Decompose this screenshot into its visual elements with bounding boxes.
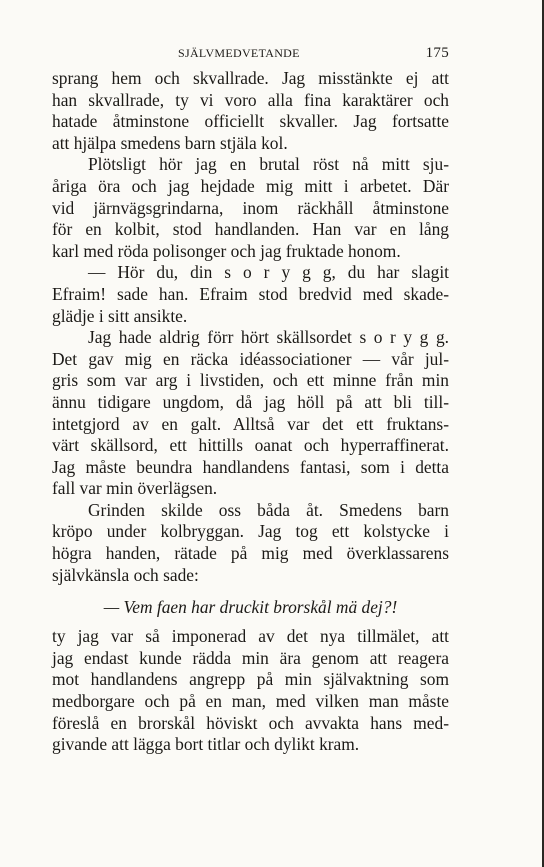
text-line: självkänsla och sade: <box>52 564 199 585</box>
text-line: Plötsligt hör jag en brutal röst nå mitt sju- <box>88 154 449 175</box>
text-line: medborgare och på en man, med vilken man måste <box>52 691 449 712</box>
text-line: Efraim! sade han. Efraim stod bredvid med skade- <box>52 283 449 304</box>
text-line: givande att lägga bort titlar och dylikt kram. <box>52 734 360 755</box>
text-line: åriga öra och jag hejdade mig mitt i arbetet. Där <box>52 175 449 196</box>
text-line: — Hör du, din s o r y g g, du har slagit <box>88 262 449 283</box>
text-line: mot handlandens angrepp på min självaktning som <box>52 669 449 690</box>
page-number: 175 <box>425 45 449 61</box>
text-line: intetgjord av en galt. Alltså var det ett fruktans- <box>52 413 449 434</box>
text-line: ännu tidigare ungdom, då jag höll på att bli till- <box>52 391 449 412</box>
text-line: jag endast kunde rädda min ära genom att reagera <box>52 647 449 668</box>
text-line: för en kolbit, stod handlanden. Han var en lång <box>52 219 449 240</box>
text-line: sprang hem och skvallrade. Jag misstänkte ej att <box>52 68 449 88</box>
text-line: ty jag var så imponerad av det nya tillmälet, att <box>52 626 449 647</box>
text-line: Grinden skilde oss båda åt. Smedens barn <box>88 499 449 520</box>
text-line: Jag måste beundra handlandens fantasi, som i detta <box>52 456 449 477</box>
text-line: gris som var arg i livstiden, och ett minne från min <box>52 370 449 391</box>
text-line: föreslå en brorskål höviskt och avvakta hans med- <box>52 712 449 733</box>
text-line: högra handen, rätade på mig med överklassarens <box>52 543 449 564</box>
text-line: han skvallrade, ty vi voro alla fina karaktärer och <box>52 89 449 110</box>
text-line: kröpo under kolbryggan. Jag tog ett kolstycke i <box>52 521 449 542</box>
text-line: hatade åtminstone officiellt skvaller. Jag fortsatte <box>52 111 449 132</box>
text-line: karl med röda polisonger och jag fruktade honom. <box>52 240 401 261</box>
text-line: Det gav mig en räcka idéassociationer — vår jul- <box>52 348 449 369</box>
running-title: SJÄLVMEDVETANDE <box>178 46 300 60</box>
text-line: vid järnvägsgrindarna, inom räckhåll åtminstone <box>52 197 449 218</box>
text-line: att hjälpa smedens barn stjäla kol. <box>52 132 288 153</box>
body-text <box>52 68 449 756</box>
quoted-line: — Vem faen har druckit brorskål mä dej?! <box>103 597 398 618</box>
text-line: fall var min överlägsen. <box>52 478 218 499</box>
text-line: värt skällsord, ett hittills oanat och hyperraffinerat. <box>52 435 449 456</box>
text-line: Jag hade aldrig förr hört skällsordet s o r y g g. <box>88 327 449 348</box>
text-line: glädje i sitt ansikte. <box>52 305 188 326</box>
